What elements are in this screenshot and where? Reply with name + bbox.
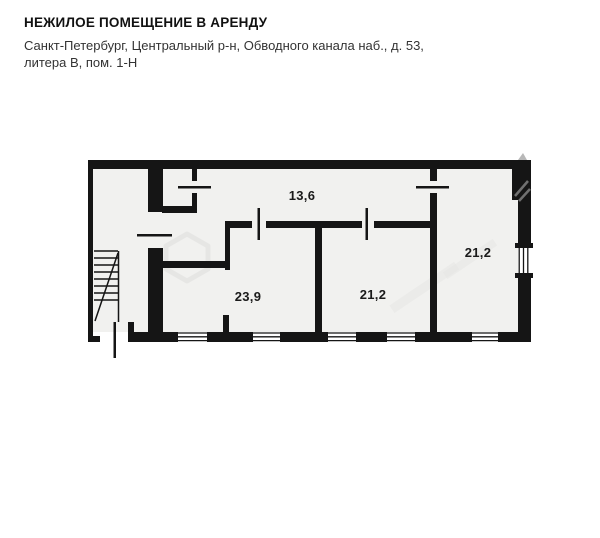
wall-stair-shaft-bottom [88,336,100,342]
wall-entrance-stub [128,322,134,332]
address-line-1: Санкт-Петербург, Центральный р-н, Обводного канала наб., д. 53, [24,38,424,53]
watermark-corner-notch [518,153,527,160]
page-title: НЕЖИЛОЕ ПОМЕЩЕНИЕ В АРЕНДУ [24,15,268,30]
window-icon [253,333,280,341]
address-line-2: литера В, пом. 1-Н [24,55,138,70]
wall-stair-partition-upper [148,169,163,212]
door-icon [137,234,172,237]
wall-bottom-segment [356,332,387,342]
wall-top [88,160,531,169]
wall-hallway-lower [162,261,227,268]
room-area-label-right: 21,2 [464,245,492,260]
room-area-label-left: 23,9 [234,289,262,304]
wall-partition-rooms-middle-right-stub [430,169,437,181]
wall-partition-rooms-left-middle [315,221,322,342]
window-icon [387,333,415,341]
wall-window-pier [223,315,229,332]
wall-stair-partition-lower [148,248,163,342]
wall-bottom-segment [207,332,253,342]
room-area-label-hallway: 13,6 [288,188,316,203]
wall-closet-bottom [162,206,197,213]
window-icon [472,333,498,341]
room-area-label-middle: 21,2 [359,287,387,302]
wall-left [88,160,93,342]
door-icon [366,208,369,240]
wall-hallway-south [230,221,252,228]
wall-bottom-segment [498,332,531,342]
door-icon [178,186,211,189]
wall-bottom-segment [415,332,472,342]
window-icon [328,333,356,341]
wall-closet-right-upper [192,169,197,181]
wall-hallway-south [374,221,430,228]
entrance-door-icon [114,322,117,358]
door-icon [416,186,449,189]
window-icon [178,333,207,341]
wall-hallway-south [266,221,362,228]
window-icon [519,247,528,275]
door-icon [258,208,261,240]
wall-partition-rooms-middle-right [430,193,437,342]
